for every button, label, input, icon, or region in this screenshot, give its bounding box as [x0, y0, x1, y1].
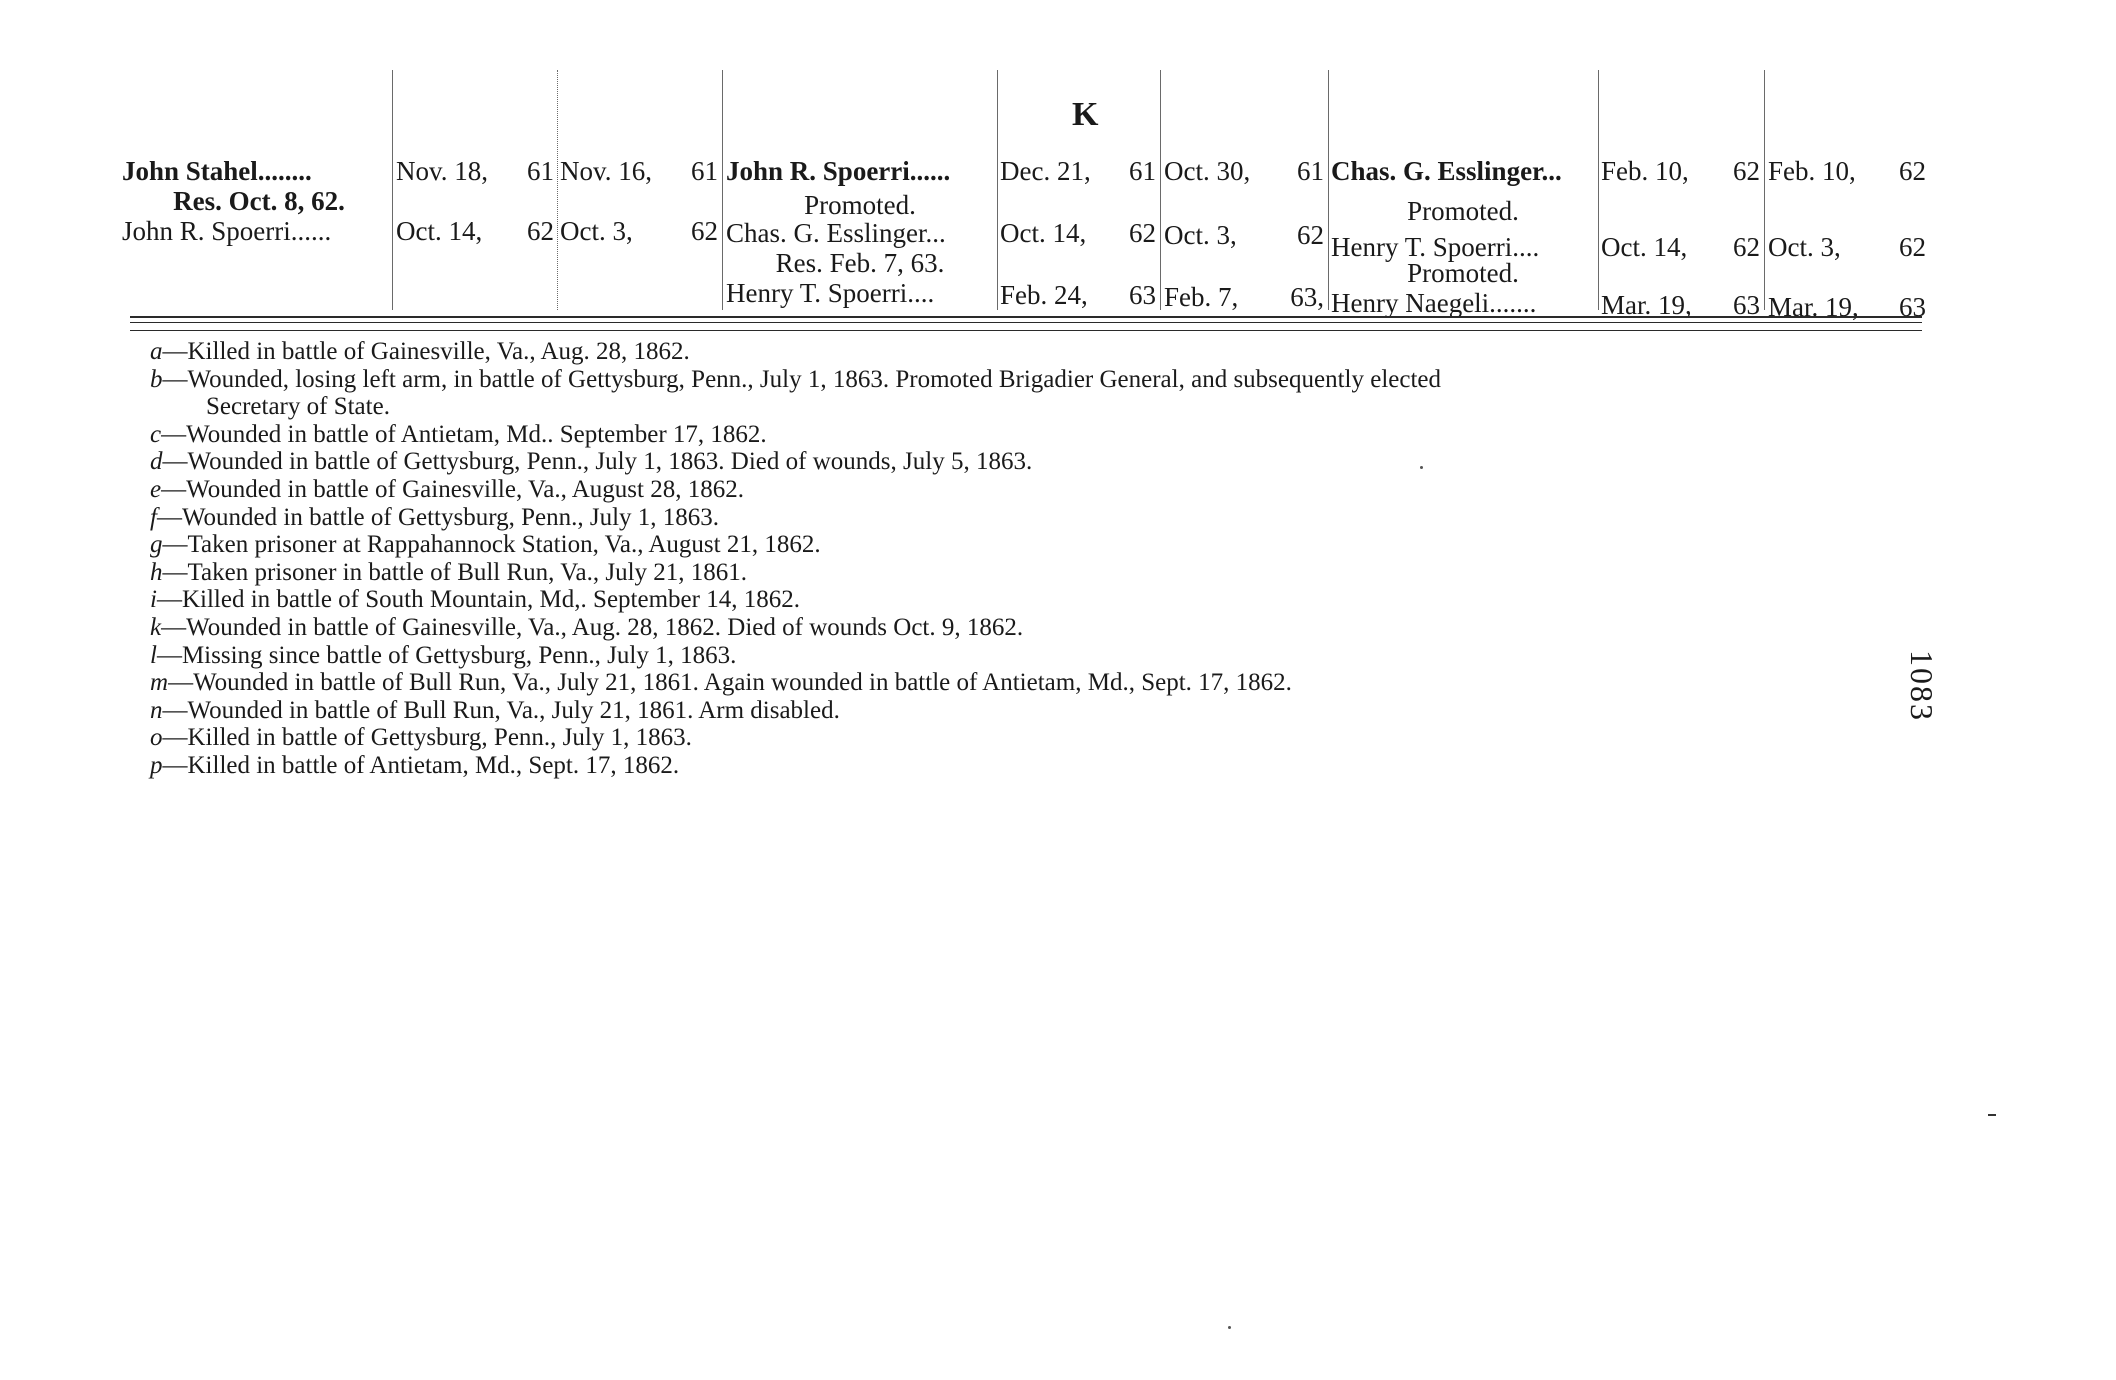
footnote-text: —Killed in battle of South Mountain, Md,. September 14, 1862.	[156, 586, 800, 614]
date-year: 62	[1129, 218, 1156, 248]
footnote	[150, 724, 1940, 752]
table-bottom-rule	[130, 330, 1922, 331]
footnote	[150, 504, 1940, 532]
footnote	[150, 697, 1940, 725]
date-month-day: Nov. 16,	[560, 156, 652, 186]
footnote-letter: a	[150, 338, 163, 365]
date-month-day: Dec. 21,	[1000, 156, 1091, 186]
date-month-day: Feb. 24,	[1000, 280, 1088, 310]
footnote-text: —Wounded in battle of Gainesville, Va., August 28, 1862.	[161, 475, 744, 503]
date-month-day: Oct. 30,	[1164, 156, 1251, 186]
officer-name: Chas. G. Esslinger...	[726, 218, 946, 248]
date-year: 61	[691, 156, 718, 186]
date-cell	[1000, 156, 1156, 186]
officer-name: Henry Naegeli.......	[1331, 288, 1537, 318]
date-cell	[1601, 156, 1760, 186]
footnote-letter: n	[150, 696, 163, 724]
date-month-day: Feb. 7,	[1164, 282, 1239, 312]
date-cell	[396, 216, 554, 246]
footnote	[150, 338, 1940, 366]
date-month-day: Oct. 14,	[396, 216, 483, 246]
officer-note: Res. Oct. 8, 62.	[173, 186, 345, 216]
scan-speck	[1420, 466, 1423, 469]
footnote-text: —Wounded in battle of Bull Run, Va., July 21, 1861. Again wounded in battle of Antietam, Md., Sept. 17, 1862.	[168, 669, 1292, 697]
footnote-text: —Taken prisoner at Rappahannock Station, Va., August 21, 1862.	[162, 531, 821, 559]
footnote-text: —Wounded in battle of Gettysburg, Penn., July 1, 1863. Died of wounds, July 5, 1863.	[162, 448, 1033, 476]
date-month-day: Oct. 14,	[1601, 232, 1688, 262]
footnote	[150, 752, 1940, 780]
footnote-text: —Taken prisoner in battle of Bull Run, Va., July 21, 1861.	[162, 558, 748, 586]
footnote-letter: b	[150, 365, 163, 393]
column-divider	[392, 70, 393, 310]
date-month-day: Oct. 3,	[560, 216, 633, 246]
column-divider	[1598, 70, 1599, 310]
date-month-day: Feb. 10,	[1601, 156, 1689, 186]
date-year: 63	[1129, 280, 1156, 310]
footnote	[150, 669, 1940, 697]
scan-speck	[1228, 1326, 1231, 1329]
date-month-day: Oct. 3,	[1768, 232, 1841, 262]
scan-mark	[1988, 1114, 1996, 1116]
table-bottom-rule	[130, 322, 1922, 323]
date-year: 62	[1899, 232, 1926, 262]
footnote	[150, 421, 1940, 449]
date-month-day: Mar. 19,	[1601, 290, 1692, 320]
date-cell	[1164, 156, 1324, 186]
date-cell	[560, 216, 718, 246]
footnote-letter: d	[150, 448, 163, 476]
date-year: 63	[1733, 290, 1760, 320]
footnote-letter: o	[150, 724, 163, 752]
officer-note: Promoted.	[1407, 196, 1519, 226]
date-year: 62	[1899, 156, 1926, 186]
officer-name: John R. Spoerri......	[122, 216, 332, 246]
date-year: 62	[1297, 220, 1324, 250]
date-year: 62	[1733, 156, 1760, 186]
officer-name: John Stahel........	[122, 156, 312, 186]
column-divider	[722, 70, 723, 310]
table-bottom-rule	[130, 316, 1922, 318]
date-cell	[1601, 232, 1760, 262]
footnote-text: —Killed in battle of Antietam, Md., Sept. 17, 1862.	[162, 751, 680, 779]
date-month-day: Nov. 18,	[396, 156, 488, 186]
footnotes	[150, 338, 1940, 780]
officer-name: Henry T. Spoerri....	[1331, 232, 1540, 262]
date-month-day: Oct. 14,	[1000, 218, 1087, 248]
footnote-letter: h	[150, 558, 163, 586]
column-divider	[997, 70, 998, 310]
footnote-text: —Killed in battle of Gettysburg, Penn., July 1, 1863.	[162, 724, 692, 752]
footnote-text: —Wounded in battle of Gettysburg, Penn., July 1, 1863.	[156, 503, 720, 531]
footnote-text: —Killed in battle of Gainesville, Va., Aug. 28, 1862.	[162, 338, 690, 365]
officer-name: Henry T. Spoerri....	[726, 278, 935, 308]
footnote-text: Secretary of State.	[206, 393, 390, 421]
footnote-letter: l	[150, 641, 157, 669]
footnote	[150, 448, 1940, 476]
date-year: 62	[527, 216, 554, 246]
footnote-letter: i	[150, 586, 157, 614]
footnote-text: —Wounded in battle of Antietam, Md.. September 17, 1862.	[161, 420, 767, 448]
date-cell	[1164, 220, 1324, 250]
date-cell	[1768, 156, 1926, 186]
date-month-day: Mar. 19,	[1768, 292, 1859, 322]
footnote	[150, 559, 1940, 587]
footnote-text: —Missing since battle of Gettysburg, Penn., July 1, 1863.	[156, 641, 737, 669]
footnote	[150, 531, 1940, 559]
footnote-letter: m	[150, 669, 169, 697]
column-divider	[557, 70, 558, 310]
date-cell	[1164, 282, 1324, 312]
officer-name: John R. Spoerri......	[726, 156, 951, 186]
column-divider	[1328, 70, 1329, 310]
footnote-letter: p	[150, 751, 163, 779]
footnote-continuation	[150, 393, 1940, 421]
date-month-day: Oct. 3,	[1164, 220, 1237, 250]
date-year: 61	[527, 156, 554, 186]
footnote-letter: e	[150, 475, 162, 503]
date-year: 63	[1899, 292, 1926, 322]
footnote-letter: c	[150, 420, 162, 448]
footnote-letter: k	[150, 613, 162, 641]
footnote	[150, 476, 1940, 504]
date-year: 61	[1129, 156, 1156, 186]
footnote	[150, 642, 1940, 670]
date-cell	[396, 156, 554, 186]
officer-note: Res. Feb. 7, 63.	[775, 248, 945, 278]
officer-note: Promoted.	[804, 190, 916, 220]
date-cell	[560, 156, 718, 186]
date-cell	[1000, 280, 1156, 310]
date-year: 63,	[1290, 282, 1324, 312]
footnote-text: —Wounded, losing left arm, in battle of Gettysburg, Penn., July 1, 1863. Promoted Brigadier General, and subsequently elected	[162, 365, 1442, 393]
date-cell	[1000, 218, 1156, 248]
footnote-letter: g	[150, 531, 163, 559]
page-number: 1083	[1904, 650, 1940, 722]
officer-note: Promoted.	[1407, 258, 1519, 288]
date-month-day: Feb. 10,	[1768, 156, 1856, 186]
footnote	[150, 614, 1940, 642]
column-divider	[1160, 70, 1161, 310]
footnote-letter: f	[150, 503, 157, 531]
date-year: 62	[691, 216, 718, 246]
footnote	[150, 366, 1940, 394]
footnote-text: —Wounded in battle of Gainesville, Va., Aug. 28, 1862. Died of wounds Oct. 9, 1862.	[161, 613, 1024, 641]
footnote	[150, 586, 1940, 614]
officer-name: Chas. G. Esslinger...	[1331, 156, 1562, 186]
company-heading: K	[1072, 96, 1100, 133]
date-year: 62	[1733, 232, 1760, 262]
column-divider	[1764, 70, 1765, 310]
date-cell	[1768, 232, 1926, 262]
footnote-text: —Wounded in battle of Bull Run, Va., July 21, 1861. Arm disabled.	[162, 696, 840, 724]
date-year: 61	[1297, 156, 1324, 186]
